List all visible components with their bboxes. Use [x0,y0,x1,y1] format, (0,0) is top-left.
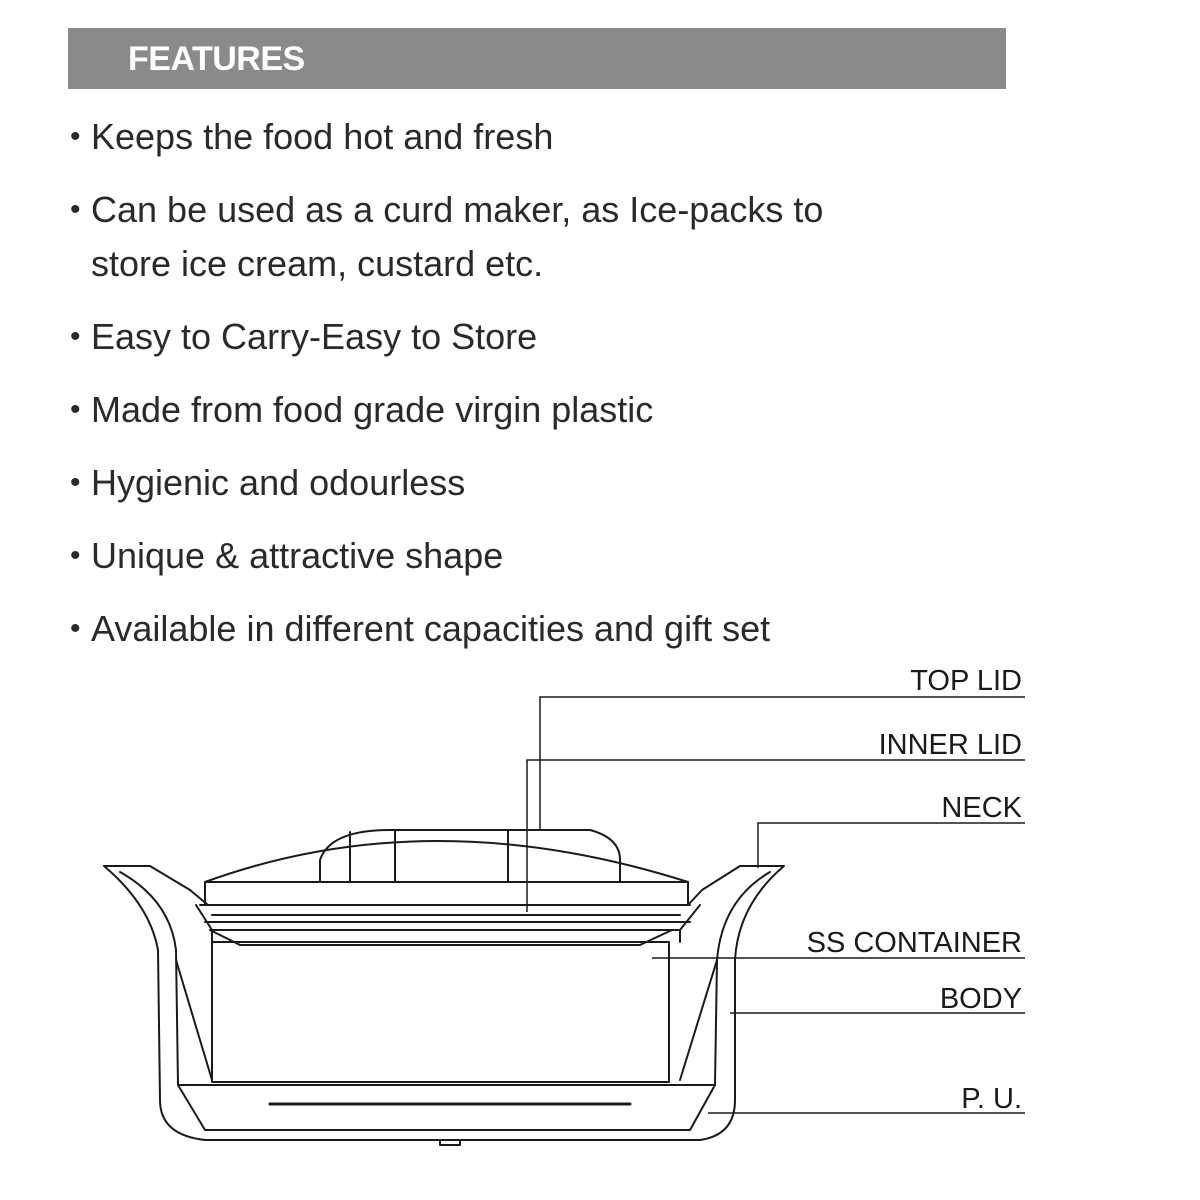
label-top-lid: TOP LID [910,665,1022,697]
top-lid-dome [205,841,688,905]
label-inner-lid: INNER LID [878,729,1022,761]
body-outline [104,866,784,1140]
features-title: FEATURES [128,40,305,78]
feature-text: Made from food grade virgin plastic [91,389,654,430]
body-inner-wall [176,960,717,1080]
bullet-icon: • [70,120,81,153]
feature-text: Easy to Carry-Easy to Store [91,316,538,357]
feature-text: Hygienic and odourless [91,462,466,503]
bullet-icon: • [70,466,81,499]
bullet-icon: • [70,612,81,645]
label-ss-container: SS CONTAINER [806,927,1022,959]
bullet-icon: • [70,193,81,226]
leader-inner-lid [527,760,1025,912]
ss-container-shape [212,942,669,1082]
label-body: BODY [939,983,1022,1015]
label-pu: P. U. [961,1083,1022,1115]
top-lid-handle [320,830,620,882]
bullet-icon: • [70,393,81,426]
bullet-icon: • [70,320,81,353]
neck-ring [196,905,700,942]
feature-text: Can be used as a curd maker, as Ice-packs to store ice cream, custard etc. [91,189,824,284]
inner-lid-shape [200,905,690,945]
bullet-icon: • [70,539,81,572]
body-inner-curve [120,872,770,1130]
label-neck: NECK [941,792,1022,824]
leader-neck [758,823,1025,868]
feature-text: Keeps the food hot and fresh [91,116,554,157]
feature-text: Available in different capacities and gift set [91,608,771,649]
feature-text: Unique & attractive shape [91,535,504,576]
